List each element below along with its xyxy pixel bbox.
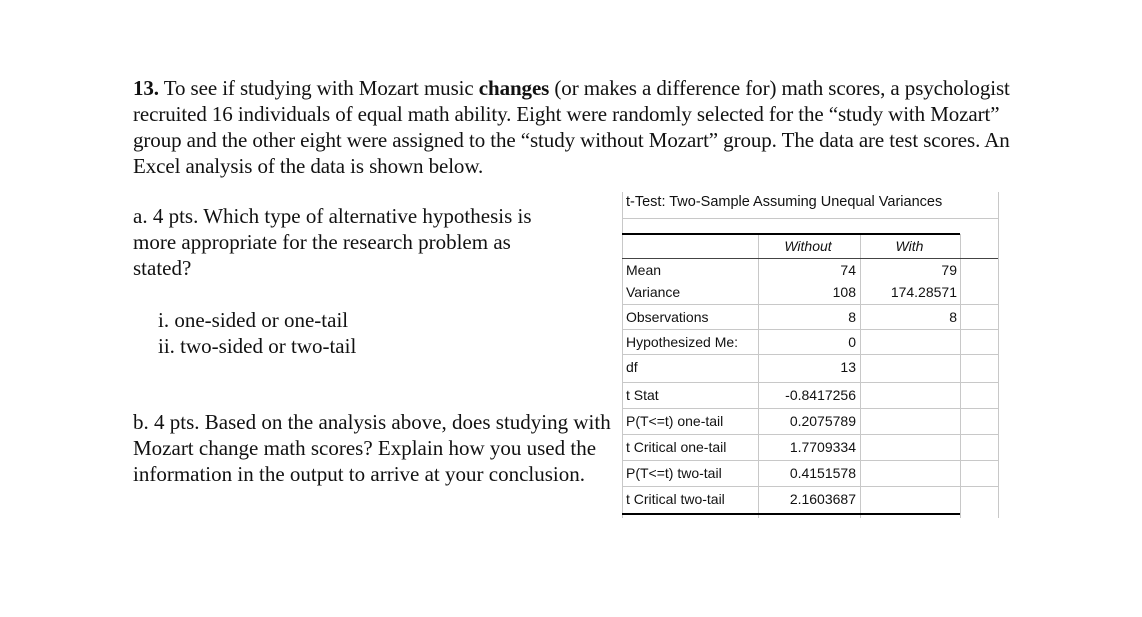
part-a-text: a. 4 pts. Which type of alternative hypothesis is more appropriate for the research problem as stated? <box>133 204 532 280</box>
header-with: With <box>895 238 924 254</box>
value-t-stat: -0.8417256 <box>785 387 856 403</box>
excel-output <box>620 190 1000 520</box>
row-label-p-two-tail: P(T<=t) two-tail <box>626 465 722 481</box>
value-without-observations: 8 <box>848 309 856 325</box>
part-b-text: b. 4 pts. Based on the analysis above, does studying with Mozart change math scores? Explain how you used the information in the output to arrive at your conclusion. <box>133 410 611 486</box>
row-label-t-stat: t Stat <box>626 387 659 403</box>
header-without: Without <box>784 238 832 254</box>
choice-one-sided: i. one-sided or one-tail <box>158 308 349 332</box>
row-label-mean: Mean <box>626 262 662 278</box>
table-bottom-rule <box>622 513 960 515</box>
value-t-critical-two-tail: 2.1603687 <box>789 491 856 507</box>
question-bold-word: changes <box>478 76 550 100</box>
excel-title: t-Test: Two-Sample Assuming Unequal Variances <box>626 194 943 210</box>
gridline <box>622 218 998 219</box>
question-paragraph <box>133 75 1013 179</box>
value-without-variance: 108 <box>832 284 856 300</box>
value-with-variance: 174.28571 <box>890 284 957 300</box>
question-intro: To see if studying with Mozart music <box>158 76 479 100</box>
col-divider-1 <box>758 234 759 518</box>
value-hypothesized-mean: 0 <box>848 334 856 350</box>
row-label-hypothesized-mean: Hypothesized Me: <box>626 334 739 350</box>
value-without-mean: 74 <box>840 262 856 278</box>
part-a-choices <box>158 307 356 359</box>
question-number: 13. <box>133 76 159 100</box>
row-label-variance: Variance <box>626 284 681 300</box>
value-df: 13 <box>840 359 856 375</box>
value-p-one-tail: 0.2075789 <box>789 413 856 429</box>
left-border <box>622 192 623 518</box>
row-label-p-one-tail: P(T<=t) one-tail <box>626 413 724 429</box>
choice-two-sided: ii. two-sided or two-tail <box>158 334 357 358</box>
value-with-mean: 79 <box>941 262 957 278</box>
row-label-observations: Observations <box>626 309 709 325</box>
row-label-df: df <box>626 359 638 375</box>
value-p-two-tail: 0.4151578 <box>789 465 856 481</box>
row-label-t-critical-one-tail: t Critical one-tail <box>626 439 727 455</box>
right-border <box>998 192 999 518</box>
col-divider-3 <box>960 234 961 518</box>
col-divider-2 <box>860 234 861 518</box>
value-t-critical-one-tail: 1.7709334 <box>789 439 856 455</box>
row-label-t-critical-two-tail: t Critical two-tail <box>626 491 725 507</box>
value-with-observations: 8 <box>949 309 957 325</box>
question-rest: (or makes a difference for) math scores, a psychologist recruited 16 individuals of equal math ability. Eight were randomly selected for the “study with Mozart” group and the other eight were assigned to the “study without Mozart” group. The data are test scores. An Excel analysis of the data is shown below. <box>133 76 1010 178</box>
